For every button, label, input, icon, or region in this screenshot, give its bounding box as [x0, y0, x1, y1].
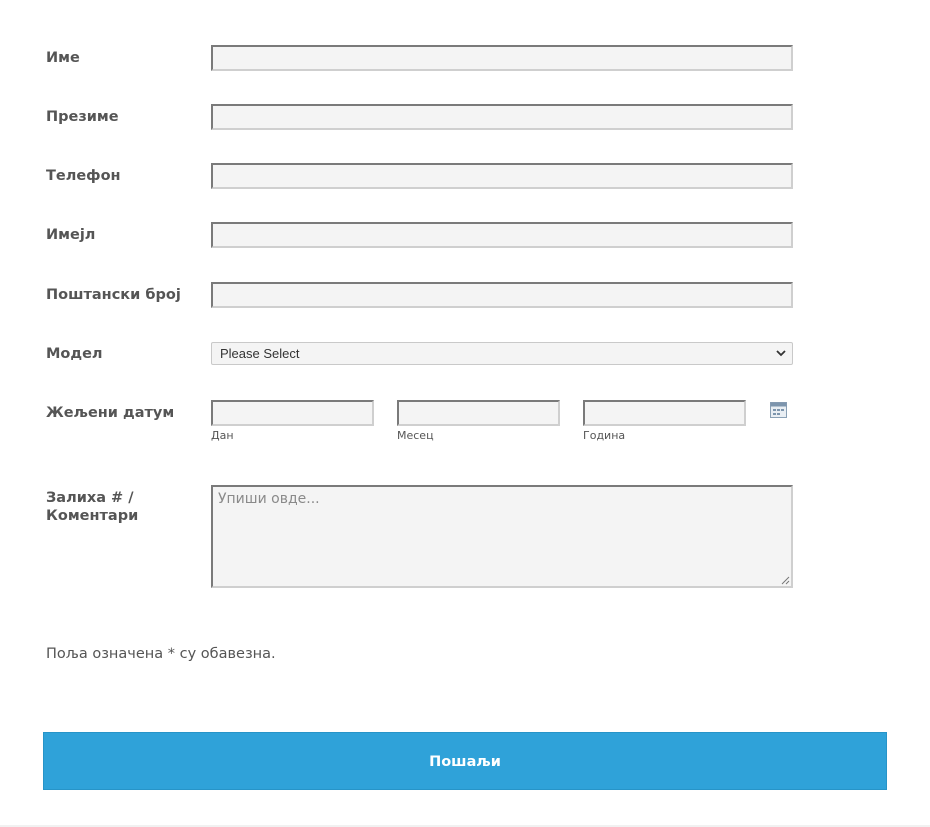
model-select[interactable] — [211, 342, 793, 365]
model-label: Модел — [46, 346, 103, 362]
model-select-value: Please Select — [220, 346, 300, 361]
submit-button[interactable]: Пошаљи — [43, 732, 887, 790]
comments-textarea[interactable] — [211, 485, 793, 588]
required-fields-note: Поља означена * су обавезна. — [46, 646, 276, 662]
comments-label-line1: Залиха # / — [46, 490, 134, 506]
month-input[interactable] — [397, 400, 560, 426]
day-input[interactable] — [211, 400, 374, 426]
postal-code-input[interactable] — [211, 282, 793, 308]
chevron-down-icon — [774, 345, 788, 361]
phone-label: Телефон — [46, 168, 121, 184]
last-name-input[interactable] — [211, 104, 793, 130]
comments-label — [46, 489, 138, 525]
day-sublabel: Дан — [211, 429, 234, 442]
first-name-label: Име — [46, 50, 80, 66]
phone-input[interactable] — [211, 163, 793, 189]
email-label: Имејл — [46, 227, 96, 243]
email-input[interactable] — [211, 222, 793, 248]
resize-grip-icon[interactable] — [780, 575, 790, 585]
postal-code-label: Поштански број — [46, 287, 181, 303]
desired-date-label: Жељени датум — [46, 405, 175, 421]
calendar-icon[interactable] — [770, 402, 787, 418]
comments-placeholder: Упиши овде... — [218, 491, 320, 507]
last-name-label: Презиме — [46, 109, 119, 125]
year-input[interactable] — [583, 400, 746, 426]
comments-label-line2: Коментари — [46, 508, 139, 524]
month-sublabel: Месец — [397, 429, 434, 442]
first-name-input[interactable] — [211, 45, 793, 71]
year-sublabel: Година — [583, 429, 626, 442]
